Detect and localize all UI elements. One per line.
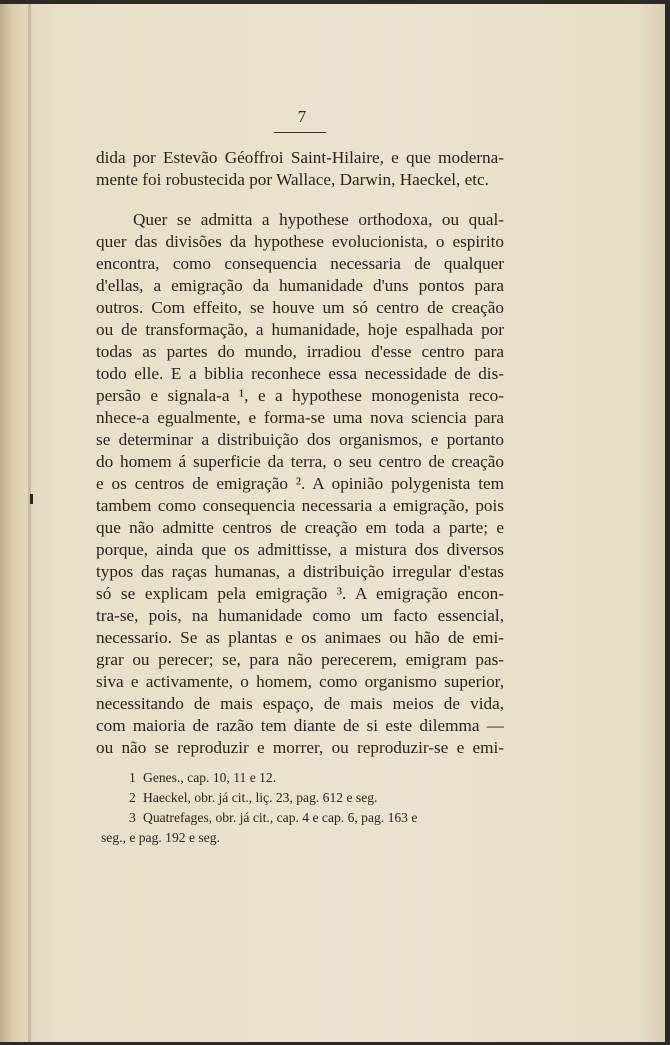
text-line: tra-se, pois, na humanidade como um facto essencial, bbox=[96, 606, 504, 625]
gutter-shadow bbox=[28, 4, 31, 1042]
footnote-marker: 2 bbox=[129, 790, 136, 805]
text-line: todas as partes do mundo, irradiou d'esse centro para bbox=[96, 342, 504, 361]
footnote-text: Quatrefages, obr. já cit., cap. 4 e cap. 6, pag. 163 e bbox=[143, 810, 418, 825]
text-line: siva e activamente, o homem, como organismo superior, bbox=[96, 672, 504, 691]
text-line: encontra, como consequencia necessaria de qualquer bbox=[96, 254, 504, 273]
text-line: necessitando de mais espaço, de mais meios de vida, bbox=[96, 694, 504, 713]
text-line: Quer se admitta a hypothese orthodoxa, ou qual- bbox=[133, 210, 504, 229]
text-line: com maioria de razão tem diante de si este dilemma — bbox=[96, 716, 504, 735]
page-gutter bbox=[0, 4, 30, 1042]
text-line: tambem como consequencia necessaria a emigração, pois bbox=[96, 496, 504, 515]
footnote bbox=[129, 808, 417, 828]
text-line: porque, ainda que os admittisse, a mistura dos diversos bbox=[96, 540, 504, 559]
text-line: typos das raças humanas, a distribuição irregular d'estas bbox=[96, 562, 504, 581]
margin-mark bbox=[30, 494, 33, 504]
footnote-continuation bbox=[101, 828, 220, 848]
text-line: ou não se reproduzir e morrer, ou reproduzir-se e emi- bbox=[96, 738, 504, 757]
text-line: necessario. Se as plantas e os animaes ou hão de emi- bbox=[96, 628, 504, 647]
text-line: dida por Estevão Géoffroi Saint-Hilaire, e que moderna- bbox=[96, 148, 504, 167]
text-line: do homem á superficie da terra, o seu centro de creação bbox=[96, 452, 504, 471]
footnote-text: Haeckel, obr. já cit., liç. 23, pag. 612 e seg. bbox=[143, 790, 378, 805]
footnote-marker: 3 bbox=[129, 810, 136, 825]
text-line: nhece-a egualmente, e forma-se uma nova sciencia para bbox=[96, 408, 504, 427]
text-line: quer das divisões da hypothese evolucionista, o espirito bbox=[96, 232, 504, 251]
text-line: se determinar a distribuição dos organismos, e portanto bbox=[96, 430, 504, 449]
page-number-rule bbox=[274, 132, 326, 133]
text-line: que não admitte centros de creação em toda a parte; e bbox=[96, 518, 504, 537]
page-number: 7 bbox=[297, 107, 307, 126]
footnote bbox=[129, 768, 276, 788]
footnote-text: Genes., cap. 10, 11 e 12. bbox=[143, 770, 277, 785]
text-line: e os centros de emigração ². A opinião polygenista tem bbox=[96, 474, 504, 493]
text-line: d'ellas, a emigração da humanidade d'uns pontos para bbox=[96, 276, 504, 295]
text-line: persão e signala-a ¹, e a hypothese monogenista reco- bbox=[96, 386, 504, 405]
text-line: ou de transformação, a humanidade, hoje espalhada por bbox=[96, 320, 504, 339]
footnote-marker: 1 bbox=[129, 770, 136, 785]
text-line: grar ou perecer; se, para não perecerem, emigram pas- bbox=[96, 650, 504, 669]
text-line: todo elle. E a biblia reconhece essa necessidade de dis- bbox=[96, 364, 504, 383]
footnote bbox=[129, 788, 377, 808]
text-line: mente foi robustecida por Wallace, Darwin, Haeckel, etc. bbox=[96, 170, 489, 189]
footnote-text: seg., e pag. 192 e seg. bbox=[101, 830, 220, 845]
text-line: outros. Com effeito, se houve um só centro de creação bbox=[96, 298, 504, 317]
text-line: só se explicam pela emigração ³. A emigração encon- bbox=[96, 584, 504, 603]
